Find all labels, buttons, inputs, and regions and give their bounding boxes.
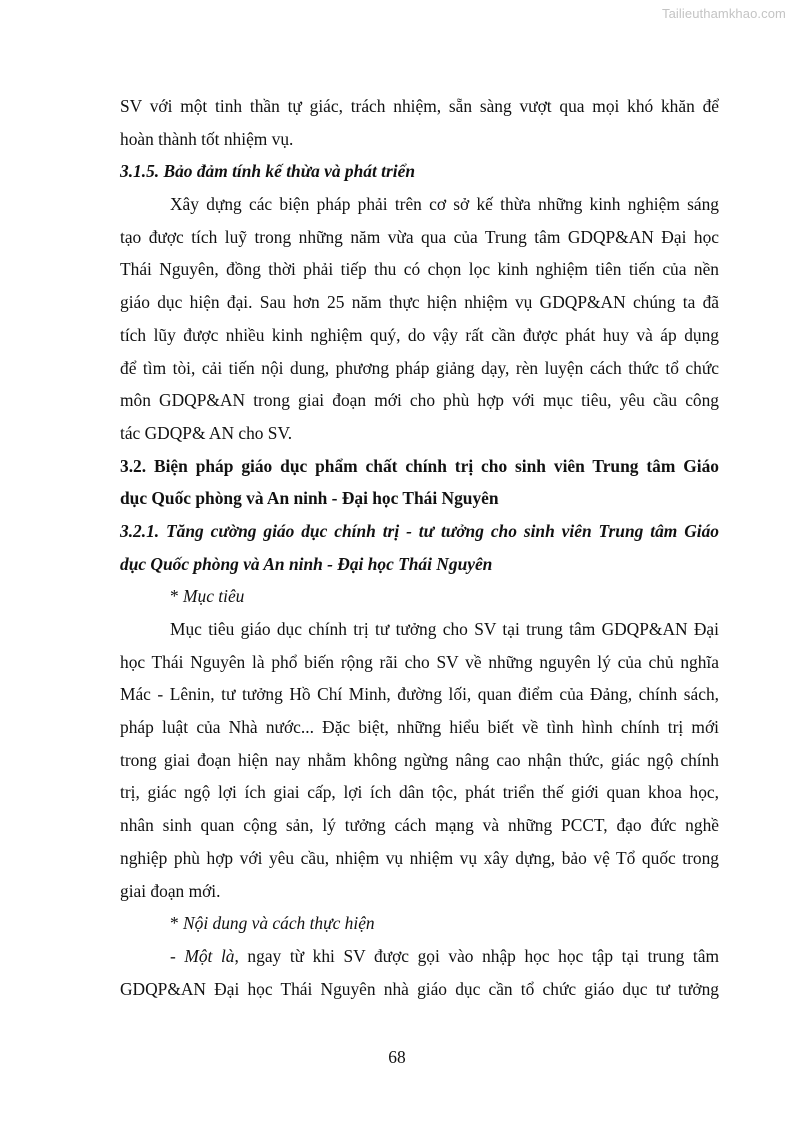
body-line: giai đoạn mới. — [120, 880, 221, 901]
body-line: tích lũy được nhiều kinh nghiệm quý, do vậy rất cần được phát huy và áp dụng — [120, 324, 719, 345]
section-heading-3-2: dục Quốc phòng và An ninh - Đại học Thái Nguyên — [120, 488, 499, 509]
watermark: Tailieuthamkhao.com — [661, 6, 786, 21]
section-heading-3-2-1: dục Quốc phòng và An ninh - Đại học Thái Nguyên — [120, 553, 493, 574]
section-heading-3-2: 3.2. Biện pháp giáo dục phẩm chất chính trị cho sinh viên Trung tâm Giáo — [120, 455, 719, 476]
body-line: học Thái Nguyên là phổ biến rộng rãi cho SV về những nguyên lý của chủ nghĩa — [120, 651, 719, 672]
objective-label — [120, 580, 719, 613]
bullet-star: * — [170, 913, 184, 934]
section-heading-3-1-5: 3.1.5. Bảo đảm tính kế thừa và phát triển — [120, 161, 415, 182]
bullet-star: * — [170, 586, 184, 607]
body-line: tạo được tích luỹ trong những năm vừa qua của Trung tâm GDQP&AN Đại học — [120, 226, 719, 247]
content-label-text: Nội dung và cách thực hiện — [183, 913, 375, 934]
body-line: Mác - Lênin, tư tưởng Hồ Chí Minh, đường lối, quan điểm của Đảng, chính sách, — [120, 684, 719, 705]
body-line: pháp luật của Nhà nước... Đặc biệt, những hiểu biết về tình hình chính trị mới — [120, 717, 719, 738]
objective-label-text: Mục tiêu — [183, 586, 245, 607]
body-line: Xây dựng các biện pháp phải trên cơ sở kế thừa những kinh nghiệm sáng — [170, 194, 719, 215]
list-item-first — [120, 940, 719, 973]
body-line: Mục tiêu giáo dục chính trị tư tưởng cho SV tại trung tâm GDQP&AN Đại — [170, 619, 719, 639]
body-line: nhân sinh quan cộng sản, lý tưởng cách mạng và những PCCT, đạo đức nghề — [120, 815, 719, 836]
content-label — [120, 907, 719, 940]
body-line: trị, giác ngộ lợi ích giai cấp, lợi ích dân tộc, phát triển thế giới quan khoa học, — [120, 782, 719, 803]
body-line: để tìm tòi, cải tiến nội dung, phương pháp giảng dạy, rèn luyện cách thức tổ chức — [120, 357, 719, 378]
body-line: giáo dục hiện đại. Sau hơn 25 năm thực hiện nhiệm vụ GDQP&AN chúng ta đã — [120, 292, 719, 313]
body-line: tác GDQP& AN cho SV. — [120, 422, 293, 443]
body-line: môn GDQP&AN trong giai đoạn mới cho phù hợp với mục tiêu, yêu cầu công — [120, 390, 719, 411]
body-line: trong giai đoạn hiện nay nhằm không ngừng nâng cao nhận thức, giác ngộ chính — [120, 749, 719, 770]
item-label: Một là — [184, 945, 235, 966]
body-line: nghiệp phù hợp với yêu cầu, nhiệm vụ nhiệm vụ xây dựng, bảo vệ Tổ quốc trong — [120, 847, 719, 868]
document-page — [120, 90, 719, 1005]
section-heading-3-2-1: 3.2.1. Tăng cường giáo dục chính trị - tư tưởng cho sinh viên Trung tâm Giáo — [120, 520, 719, 541]
body-line: Thái Nguyên, đồng thời phải tiếp thu có chọn lọc kinh nghiệm tiên tiến của nền — [120, 259, 719, 280]
body-line: GDQP&AN Đại học Thái Nguyên nhà giáo dục cần tổ chức giáo dục tư tưởng — [120, 978, 719, 999]
body-line: SV với một tinh thần tự giác, trách nhiệm, sẵn sàng vượt qua mọi khó khăn để — [120, 96, 719, 116]
page-number: 68 — [388, 1047, 406, 1067]
body-line: hoàn thành tốt nhiệm vụ. — [120, 128, 294, 149]
dash-prefix: - — [170, 945, 185, 966]
item-text: , ngay từ khi SV được gọi vào nhập học học tập tại trung tâm — [234, 945, 719, 966]
